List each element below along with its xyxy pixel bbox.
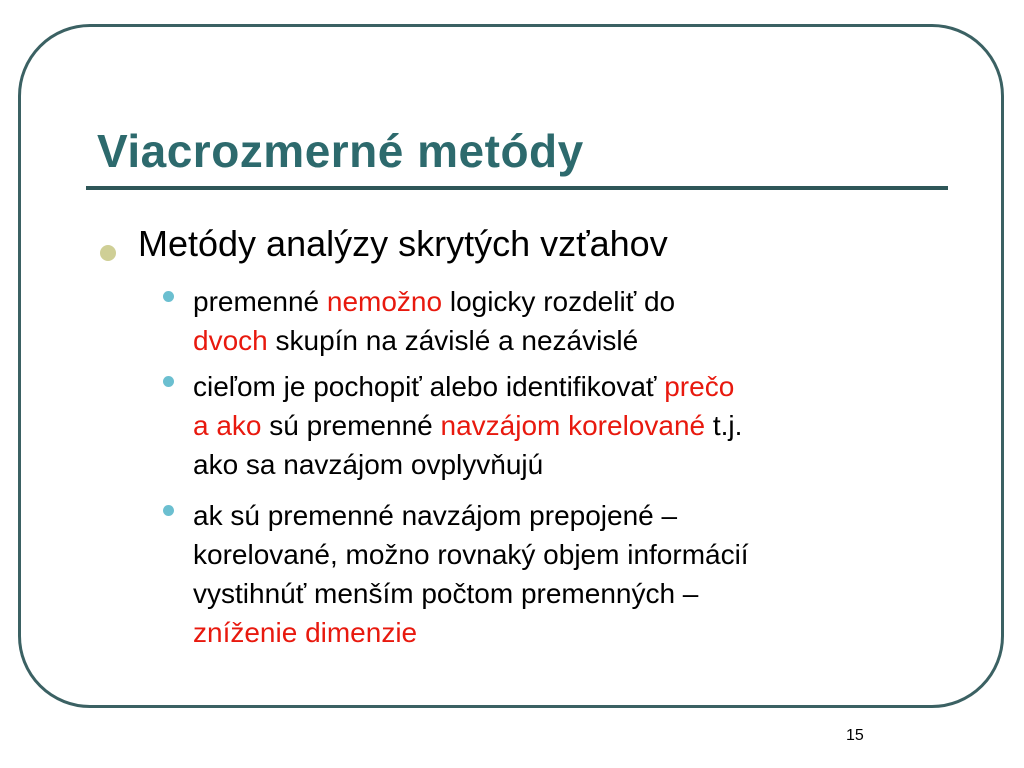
emphasis-text: nemožno bbox=[326, 286, 443, 317]
bullet-2-line-1 bbox=[193, 367, 742, 406]
bullet-2-text bbox=[193, 367, 742, 484]
emphasis-text: a ako bbox=[193, 410, 262, 441]
bullet-2-line-3: ako sa navzájom ovplyvňujú bbox=[193, 449, 544, 480]
bullet-1-text bbox=[193, 282, 675, 360]
bullet-3-line-3: vystihnúť menším počtom premenných – bbox=[193, 578, 699, 609]
slide-title: Viacrozmerné metódy bbox=[97, 125, 584, 177]
bullet-1-line-1 bbox=[193, 282, 675, 321]
bullet-1-line-2 bbox=[193, 321, 675, 360]
bullet-3-text bbox=[193, 496, 749, 652]
level2-bullet-icon bbox=[163, 291, 174, 302]
bullet-3-line-2: korelované, možno rovnaký objem informácií bbox=[193, 539, 749, 570]
text-run: cieľom je pochopiť alebo identifikovať bbox=[193, 371, 665, 402]
bullet-2-line-2 bbox=[193, 406, 742, 445]
bullet-3-line-1: ak sú premenné navzájom prepojené – bbox=[193, 500, 678, 531]
text-run: sú premenné bbox=[261, 410, 441, 441]
text-run: logicky rozdeliť do bbox=[442, 286, 676, 317]
text-run: skupín na závislé a nezávislé bbox=[267, 325, 639, 356]
level1-bullet-icon bbox=[100, 245, 116, 261]
title-underline bbox=[86, 186, 948, 190]
text-run: premenné bbox=[193, 286, 327, 317]
emphasis-text: prečo bbox=[664, 371, 735, 402]
level2-bullet-icon bbox=[163, 376, 174, 387]
emphasis-text: dvoch bbox=[193, 325, 268, 356]
text-run: t.j. bbox=[705, 410, 743, 441]
level2-bullet-icon bbox=[163, 505, 174, 516]
level1-item: Metódy analýzy skrytých vzťahov bbox=[138, 223, 668, 264]
page-number: 15 bbox=[846, 727, 864, 744]
emphasis-text: navzájom korelované bbox=[440, 410, 706, 441]
bullet-3-line-4: zníženie dimenzie bbox=[193, 617, 418, 648]
